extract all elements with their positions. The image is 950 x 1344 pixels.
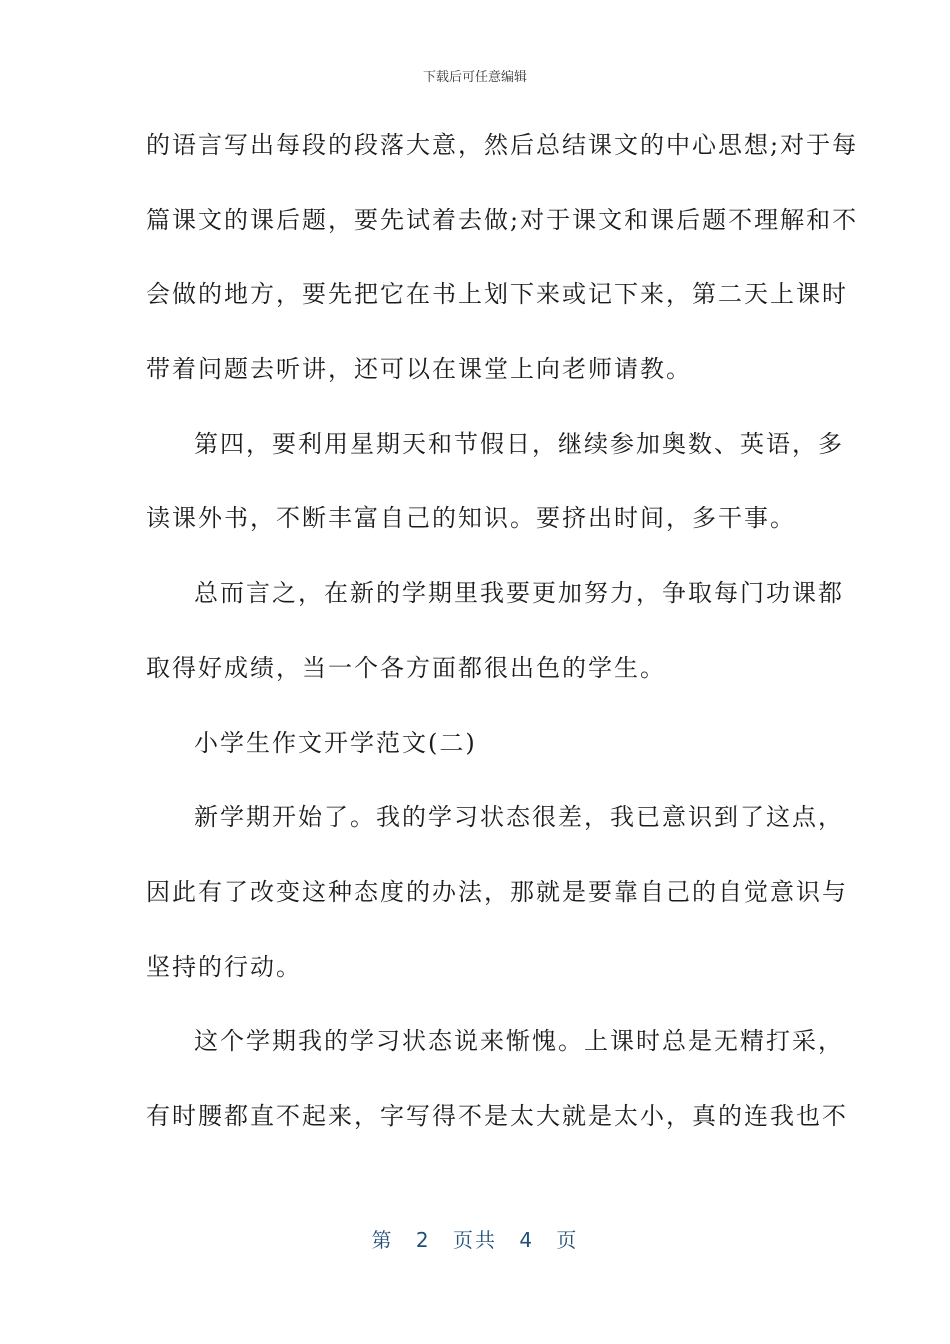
text-line-3: 会做的地方，要先把它在书上划下来或记下来，第二天上课时 xyxy=(146,280,848,309)
page-number-footer: 第 2 页共 4 页 xyxy=(371,1228,579,1252)
section-title: 小学生作文开学范文(二) xyxy=(194,728,477,757)
text-line-7: 总而言之，在新的学期里我要更加努力，争取每门功课都 xyxy=(194,579,844,608)
text-line-6: 读课外书，不断丰富自己的知识。要挤出时间，多干事。 xyxy=(146,504,796,533)
text-line-10: 新学期开始了。我的学习状态很差，我已意识到了这点， xyxy=(194,803,844,832)
text-line-1: 的语言写出每段的段落大意，然后总结课文的中心思想;对于每 xyxy=(146,131,859,159)
text-line-13: 这个学期我的学习状态说来惭愧。上课时总是无精打采， xyxy=(194,1027,844,1056)
text-line-4: 带着问题去听讲，还可以在课堂上向老师请教。 xyxy=(146,355,692,384)
text-line-12: 坚持的行动。 xyxy=(146,952,302,981)
text-line-11: 因此有了改变这种态度的办法，那就是要靠自己的自觉意识与 xyxy=(146,877,848,906)
page-header: 下载后可任意编辑 xyxy=(422,70,527,85)
text-line-5: 第四，要利用星期天和节假日，继续参加奥数、英语，多 xyxy=(194,429,844,458)
text-line-14: 有时腰都直不起来，字写得不是太大就是太小，真的连我也不 xyxy=(146,1101,848,1130)
document-body xyxy=(146,120,859,1166)
text-line-2: 篇课文的课后题，要先试着去做;对于课文和课后题不理解和不 xyxy=(146,205,859,234)
text-line-8: 取得好成绩，当一个各方面都很出色的学生。 xyxy=(146,653,666,682)
